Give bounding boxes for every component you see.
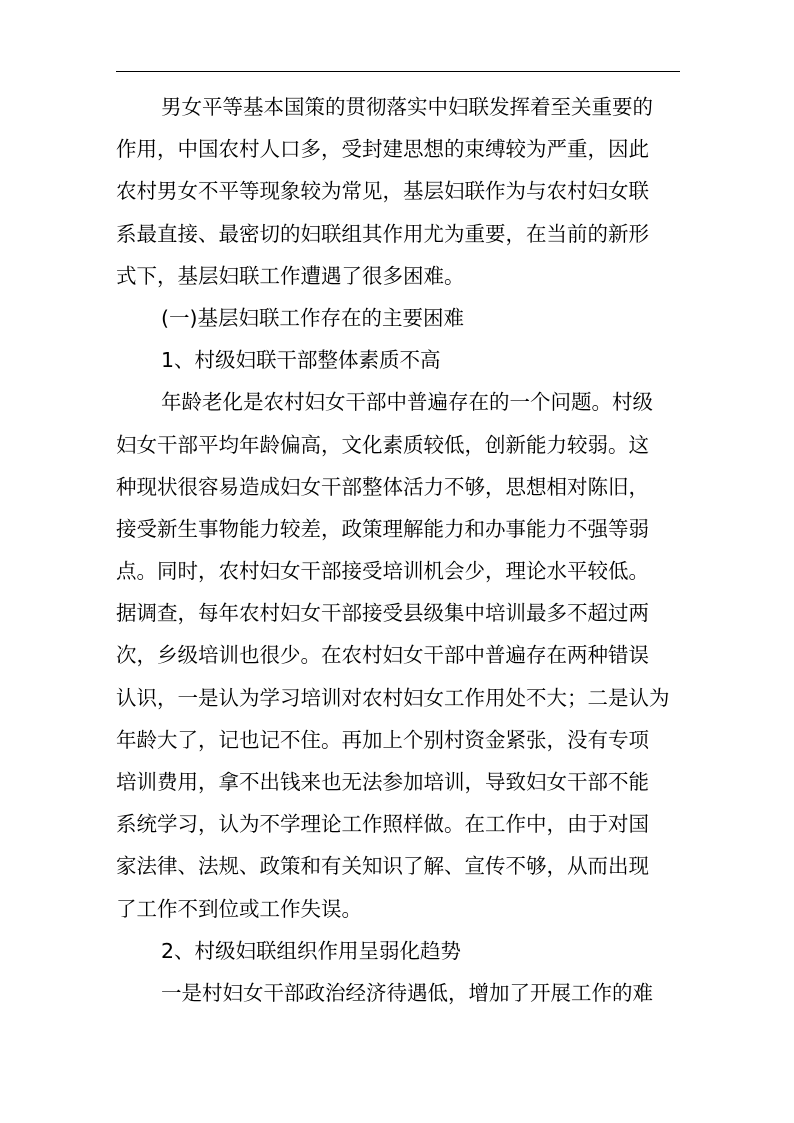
text-line-10: 种现状很容易造成妇女干部整体活力不够，思想相对陈旧， [116,474,649,499]
text-line-9: 妇女干部平均年龄偏高，文化素质较低，创新能力较弱。这 [116,432,649,457]
text-line-20: 了工作不到位或工作失误。 [116,896,362,921]
text-line-15: 认识，一是认为学习培训对农村妇女工作用处不大；二是认为 [116,685,670,710]
text-line-5: 式下，基层妇联工作遭遇了很多困难。 [116,263,465,288]
text-line-4: 系最直接、最密切的妇联组其作用尤为重要，在当前的新形 [116,221,649,246]
document-body [116,86,680,1014]
text-line-22: 一是村妇女干部政治经济待遇低，增加了开展工作的难 [161,980,653,1005]
text-line-1: 男女平等基本国策的贯彻落实中妇联发挥着至关重要的 [161,95,653,119]
text-line-18: 系统学习，认为不学理论工作照样做。在工作中，由于对国 [116,812,649,837]
text-line-2: 作用，中国农村人口多，受封建思想的束缚较为严重，因此 [116,137,649,162]
text-line-19: 家法律、法规、政策和有关知识了解、宣传不够，从而出现 [116,854,649,879]
text-line-8: 年龄老化是农村妇女干部中普遍存在的一个问题。村级 [161,390,653,415]
subsection-heading-2: 2、村级妇联组织作用呈弱化趋势 [161,938,462,963]
section-heading: (一)基层妇联工作存在的主要困难 [161,305,464,330]
text-line-13: 据调查，每年农村妇女干部接受县级集中培训最多不超过两 [116,601,649,626]
text-line-3: 农村男女不平等现象较为常见，基层妇联作为与农村妇女联 [116,179,649,204]
text-line-16: 年龄大了，记也记不住。再加上个别村资金紧张，没有专项 [116,727,649,752]
subsection-heading-1: 1、村级妇联干部整体素质不高 [161,348,441,373]
header-rule [116,71,680,72]
text-line-17: 培训费用，拿不出钱来也无法参加培训，导致妇女干部不能 [116,770,649,794]
text-line-12: 点。同时，农村妇女干部接受培训机会少，理论水平较低。 [116,559,649,584]
text-line-11: 接受新生事物能力较差，政策理解能力和办事能力不强等弱 [116,516,649,541]
text-line-14: 次，乡级培训也很少。在农村妇女干部中普遍存在两种错误 [116,643,649,668]
